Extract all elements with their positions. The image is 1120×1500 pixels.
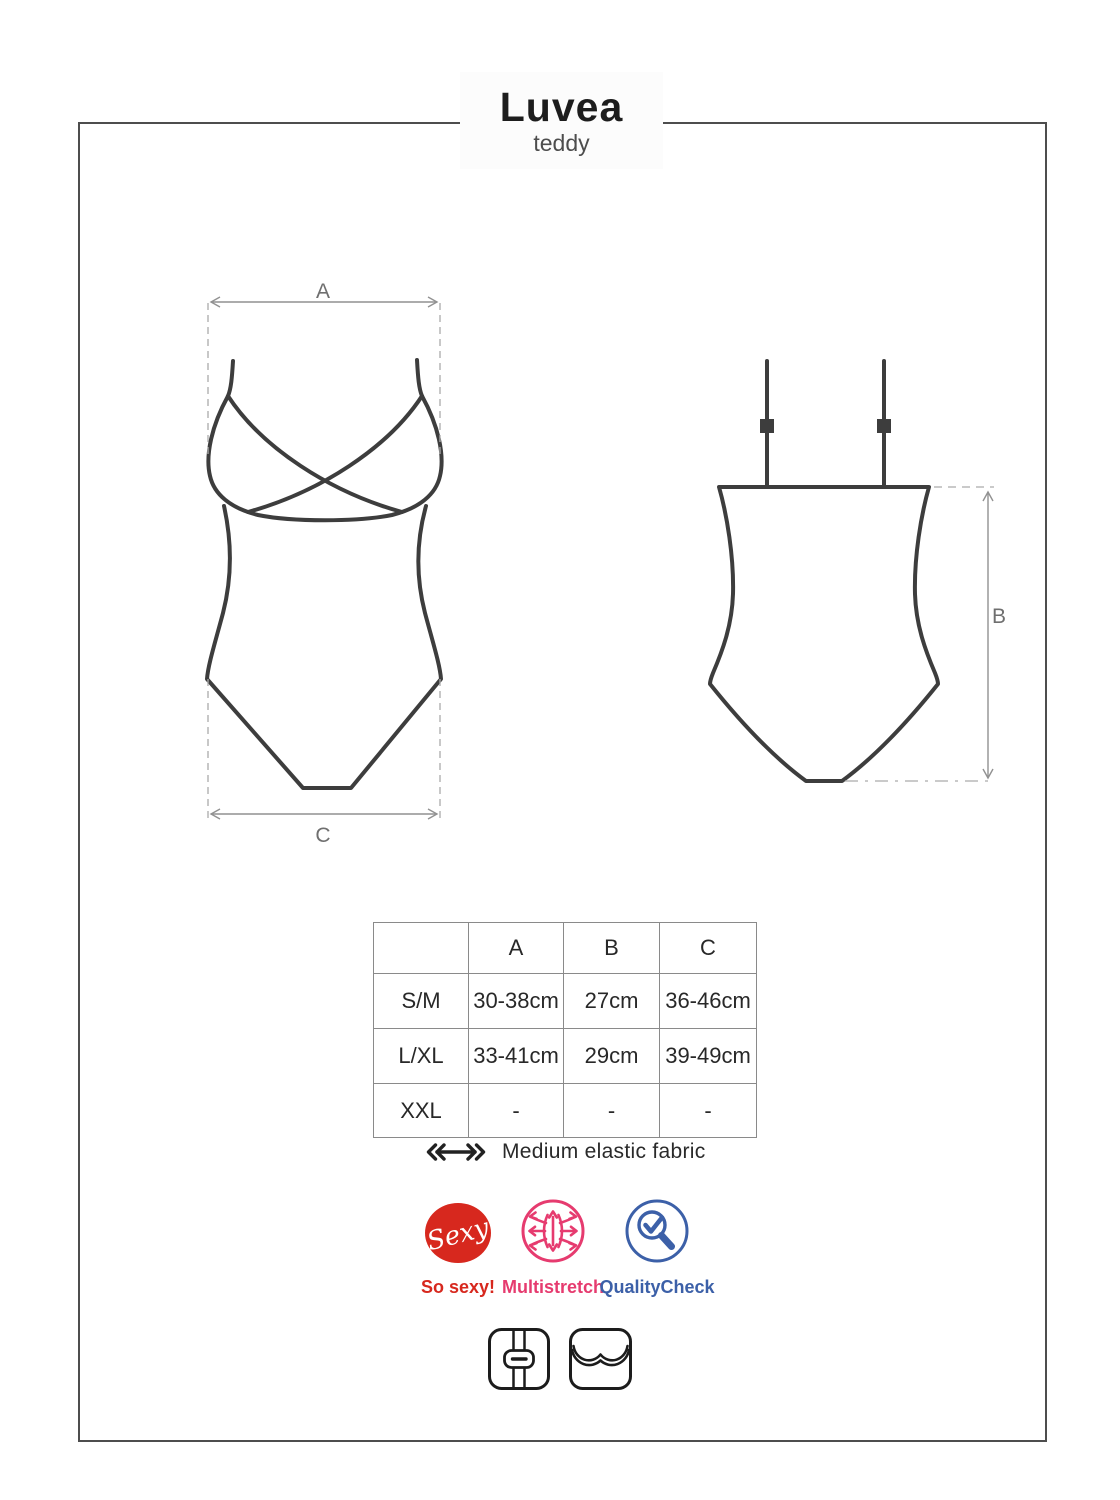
stretch-arrow-icon bbox=[421, 1141, 491, 1163]
fabric-note-text: Medium elastic fabric bbox=[502, 1140, 706, 1163]
value-b: - bbox=[564, 1084, 660, 1138]
qualitycheck-icon bbox=[624, 1198, 690, 1264]
size-label: L/XL bbox=[374, 1029, 469, 1084]
size-table-header-b: B bbox=[564, 923, 660, 974]
dimension-label-b: B bbox=[991, 605, 1006, 628]
size-table-header-row bbox=[374, 923, 757, 974]
magnifier-handle bbox=[662, 1236, 672, 1247]
strap-slider-right bbox=[877, 419, 891, 433]
back-body-outline bbox=[710, 487, 938, 781]
product-title-box bbox=[460, 72, 663, 169]
soft-cups-icon bbox=[569, 1328, 632, 1390]
size-row-lxl bbox=[374, 1029, 757, 1084]
front-view-drawing bbox=[207, 360, 442, 788]
size-table-header-c: C bbox=[660, 923, 757, 974]
dimension-guides bbox=[208, 303, 994, 818]
adjustable-strap-icon bbox=[488, 1328, 550, 1390]
badge-quality-check-label: QualityCheck bbox=[599, 1277, 715, 1297]
size-row-xxl bbox=[374, 1084, 757, 1138]
sexy-stamp-icon bbox=[424, 1202, 492, 1264]
multistretch-icon bbox=[520, 1198, 586, 1264]
product-type: teddy bbox=[533, 129, 590, 156]
dimension-arrows bbox=[211, 297, 993, 819]
value-b: 29cm bbox=[564, 1029, 660, 1084]
value-c: - bbox=[660, 1084, 757, 1138]
value-a: 30-38cm bbox=[469, 974, 564, 1029]
size-table bbox=[373, 922, 757, 1138]
back-view-drawing bbox=[710, 361, 938, 781]
badge-quality-check bbox=[594, 1198, 720, 1298]
check-mark bbox=[646, 1218, 663, 1232]
value-c: 39-49cm bbox=[660, 1029, 757, 1084]
value-c: 36-46cm bbox=[660, 974, 757, 1029]
sexy-stamp-text: Sexy bbox=[424, 1212, 492, 1258]
badge-so-sexy-label: So sexy! bbox=[420, 1277, 496, 1297]
front-cross-left bbox=[228, 396, 402, 512]
value-a: 33-41cm bbox=[469, 1029, 564, 1084]
dimension-label-a: A bbox=[315, 280, 330, 303]
front-cross-right bbox=[248, 396, 422, 512]
front-body-outline bbox=[207, 506, 441, 788]
dimension-label-c: C bbox=[315, 824, 331, 847]
size-table-corner-cell bbox=[374, 923, 469, 974]
badge-multistretch-label: Multistretch bbox=[501, 1277, 604, 1297]
front-left-strap bbox=[228, 361, 233, 396]
front-right-strap bbox=[417, 360, 422, 396]
strap-slider-left bbox=[760, 419, 774, 433]
size-label: XXL bbox=[374, 1084, 469, 1138]
value-a: - bbox=[469, 1084, 564, 1138]
badge-so-sexy bbox=[408, 1202, 508, 1298]
size-table-header-a: A bbox=[469, 923, 564, 974]
size-row-sm bbox=[374, 974, 757, 1029]
badge-multistretch bbox=[498, 1198, 608, 1298]
size-label: S/M bbox=[374, 974, 469, 1029]
product-name: Luvea bbox=[499, 83, 624, 130]
value-b: 27cm bbox=[564, 974, 660, 1029]
fabric-note bbox=[421, 1140, 706, 1164]
